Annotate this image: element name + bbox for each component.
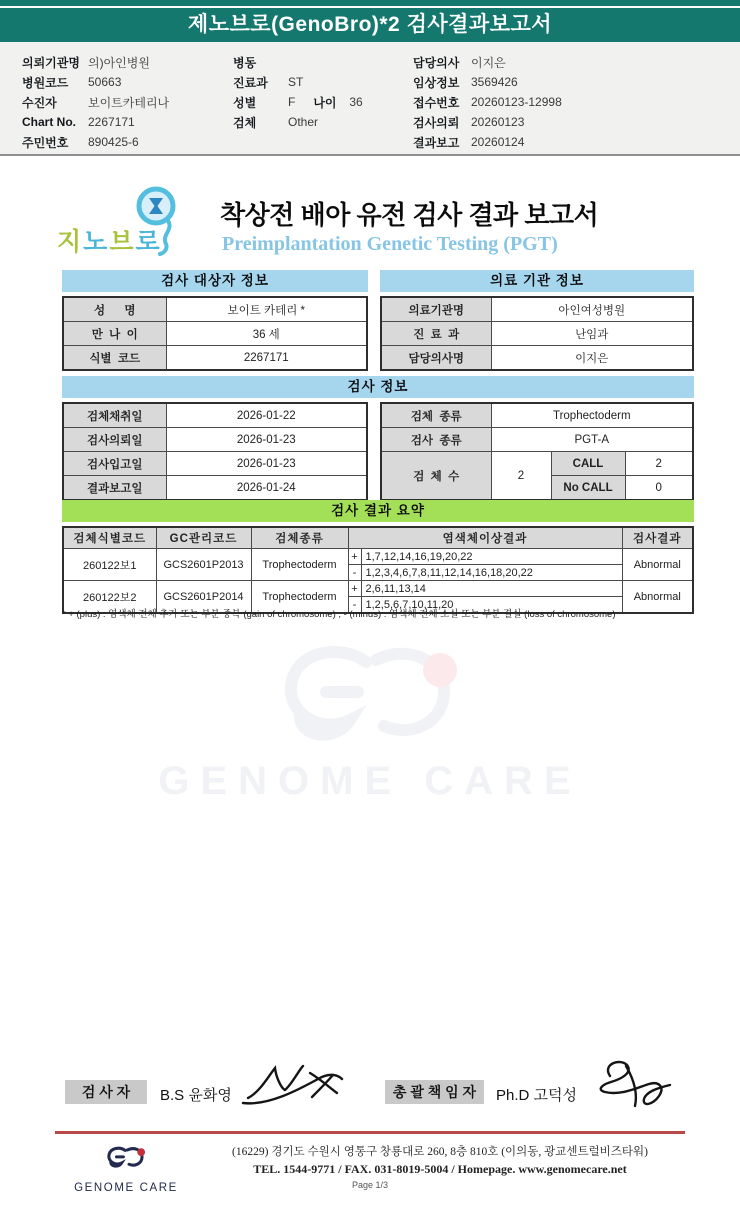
genomecare-watermark-icon [250,642,490,752]
field-receipt-no: 접수번호 20260123-12998 [413,95,562,110]
director-signature-image [580,1056,680,1119]
summary-footnote: * + (plus) : 염색체 전체 추가 또는 부분 중복 (gain of chromosome) , - (minus) : 염색체 전체 소실 또는 부분 결실 (loss of chromosome) [62,609,616,620]
info-column-right [413,52,562,152]
genobro-logo-text: 지노브로 [57,228,162,256]
director-name: Ph.D 고덕성 [496,1087,577,1104]
table-row: 담당의사명 이지은 [381,346,693,371]
table-row: 260122보1 GCS2601P2013 Trophectoderm + 1,7,12,14,16,19,20,22 Abnormal [63,549,693,565]
report-title: 착상전 배아 유전 검사 결과 보고서 [220,200,599,230]
table-row: 진 료 과 난임과 [381,322,693,346]
field-institution: 의뢰기관명 의)아인병원 [22,55,150,70]
result-summary-header: 검사 결과 요약 [62,500,694,522]
summary-column-headers: 검체식별코드 GC관리코드 검체종류 염색체이상결과 검사결과 [63,527,693,549]
field-ward: 병동 [233,55,257,70]
examiner-signature-image [240,1058,350,1115]
table-row: 검사입고일 2026-01-23 [63,452,367,476]
subject-info-table [62,296,368,371]
document-title: 제노브로(GenoBro)*2 검사결과보고서 [0,8,740,42]
field-request-date: 검사의뢰 20260123 [413,115,525,130]
examiner-label: 검 사 자 [65,1080,147,1104]
footer-divider [55,1131,685,1134]
table-row: 의료기관명 아인여성병원 [381,297,693,322]
table-row: 식별 코드 2267171 [63,346,367,371]
genomecare-logo-text: GENOME CARE [74,1182,178,1194]
field-doctor: 담당의사 이지은 [413,55,506,70]
institution-info-table [380,296,694,371]
table-row: 결과보고일 2026-01-24 [63,476,367,501]
table-row: - 1,2,3,4,6,7,8,11,12,14,16,18,20,22 [63,565,693,581]
genomecare-logo-icon [100,1140,152,1176]
table-row: 검체채취일 2026-01-22 [63,403,367,428]
field-department: 진료과 ST [233,75,304,90]
table-row: 260122보2 GCS2601P2014 Trophectoderm + 2,6,11,13,14 Abnormal [63,581,693,597]
info-column-left [22,52,169,152]
examiner-name: B.S 윤화영 [160,1087,232,1104]
field-report-date: 결과보고 20260124 [413,135,525,150]
field-sex-age: 성별 F 나이 36 [233,95,363,110]
report-subtitle: Preimplantation Genetic Testing (PGT) [222,233,558,255]
field-resident-no: 주민번호 890425-6 [22,135,139,150]
table-row: No CALL 0 [381,476,693,501]
footer-contact: TEL. 1544-9771 / FAX. 031-8019-5004 / Homepage. www.genomecare.net [253,1162,627,1176]
field-specimen: 검체 Other [233,115,319,130]
institution-info-header: 의료 기관 정보 [380,270,694,292]
top-teal-strip [0,0,740,6]
field-clinical-info: 임상정보 3569426 [413,75,518,90]
table-row: 만 나 이 36 세 [63,322,367,346]
table-row: 성 명 보이트 카테리 * [63,297,367,322]
test-type-table [380,402,694,501]
test-info-header: 검사 정보 [62,376,694,398]
footer-address-block [190,1143,690,1177]
patient-info-panel [0,42,740,156]
field-chart-no: Chart No. 2267171 [22,115,135,129]
table-row: 검사의뢰일 2026-01-23 [63,428,367,452]
genomecare-watermark-text: GENOME CARE [158,759,582,803]
genomecare-watermark [0,642,740,804]
field-hospital-code: 병원코드 50663 [22,75,122,90]
test-dates-table [62,402,368,501]
table-row: 검체 종류 Trophectoderm [381,403,693,428]
table-row: 검 체 수 2 CALL 2 [381,452,693,476]
footer-address: (16229) 경기도 수원시 영통구 창룡대로 260, 8층 810호 (이의동, 광교센트럴비즈타워) [232,1146,648,1158]
info-column-middle [233,52,363,132]
field-patient: 수진자 보이트카테리나 [22,95,170,110]
table-row: 검사 종류 PGT-A [381,428,693,452]
result-summary-table [62,526,694,614]
subject-info-header: 검사 대상자 정보 [62,270,368,292]
table-row: - 1,2,5,6,7,10,11,20 [63,597,693,614]
director-label: 총 괄 책 임 자 [385,1080,484,1104]
page-number: Page 1/3 [351,1180,389,1190]
